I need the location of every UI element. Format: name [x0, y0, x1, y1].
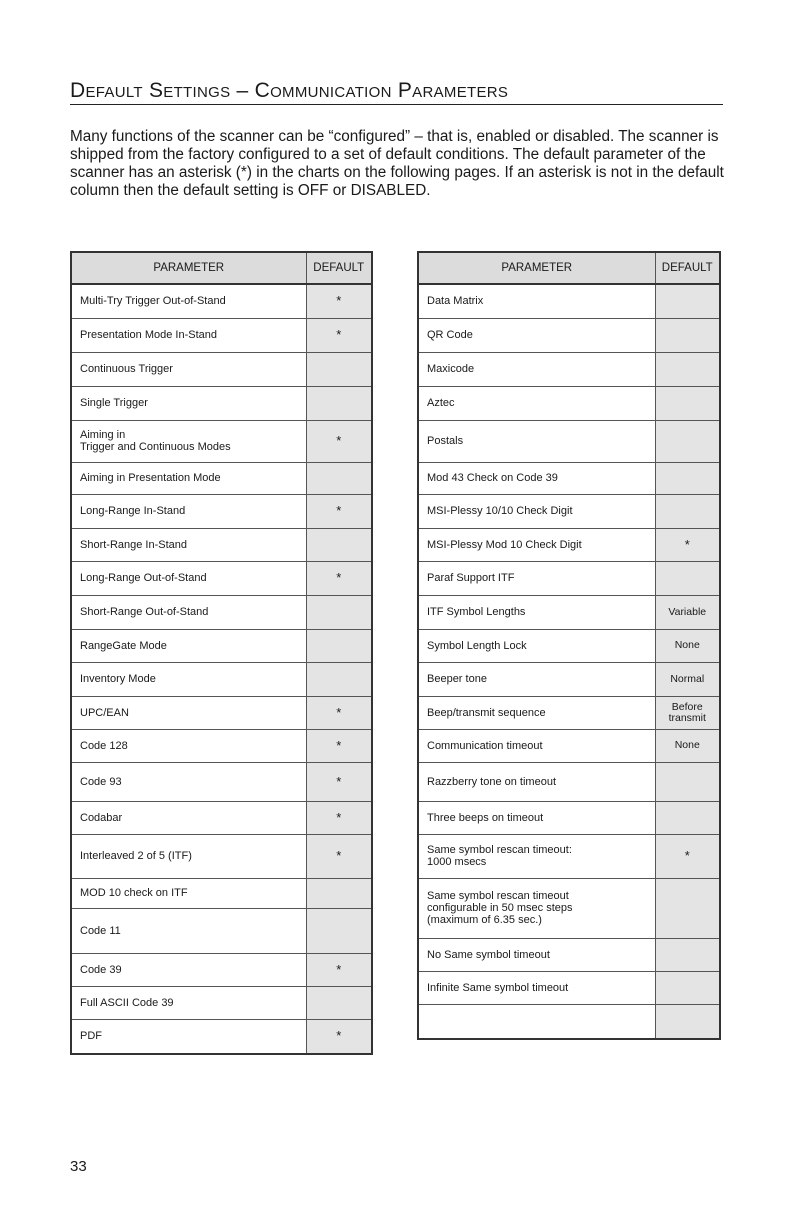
default-cell: * — [306, 561, 372, 595]
default-cell: * — [306, 696, 372, 729]
default-header: DEFAULT — [655, 252, 720, 284]
default-cell — [306, 662, 372, 696]
parameter-cell: Code 93 — [71, 762, 306, 801]
parameter-cell: QR Code — [418, 318, 655, 352]
parameter-cell: RangeGate Mode — [71, 629, 306, 662]
parameter-cell: Continuous Trigger — [71, 352, 306, 386]
table-row — [418, 629, 720, 662]
table-row — [71, 284, 372, 318]
table-row — [418, 528, 720, 561]
parameter-cell: MSI-Plessy Mod 10 Check Digit — [418, 528, 655, 561]
parameter-cell: MSI-Plessy 10/10 Check Digit — [418, 494, 655, 528]
table-row — [418, 386, 720, 420]
parameter-cell: Symbol Length Lock — [418, 629, 655, 662]
table-row — [71, 834, 372, 878]
default-cell — [655, 971, 720, 1004]
parameter-cell: ITF Symbol Lengths — [418, 595, 655, 629]
parameter-cell: Code 39 — [71, 953, 306, 986]
parameter-cell: Aiming in Presentation Mode — [71, 462, 306, 494]
default-cell — [306, 462, 372, 494]
table-row — [71, 908, 372, 953]
parameter-cell: Same symbol rescan timeout: 1000 msecs — [418, 834, 655, 878]
default-cell — [655, 938, 720, 971]
table-row — [71, 352, 372, 386]
table-row — [71, 318, 372, 352]
table-row — [418, 971, 720, 1004]
table-row — [71, 696, 372, 729]
default-cell — [306, 908, 372, 953]
parameter-cell: Aiming in Trigger and Continuous Modes — [71, 420, 306, 462]
default-cell — [655, 762, 720, 801]
parameter-cell: Three beeps on timeout — [418, 801, 655, 834]
parameter-cell: PDF — [71, 1019, 306, 1054]
table-row — [418, 762, 720, 801]
default-cell: * — [306, 284, 372, 318]
default-cell — [655, 284, 720, 318]
table-row — [418, 420, 720, 462]
intro-paragraph: Many functions of the scanner can be “configured” – that is, enabled or disabled. The scanner is shipped from the factory configured to a set of default conditions. The default parameter of the scanner has an asterisk (*) in the charts on the following pages. If an asterisk is not in the default column then the default setting is OFF or DISABLED. — [70, 128, 724, 199]
table-row — [418, 352, 720, 386]
parameter-cell: Beeper tone — [418, 662, 655, 696]
parameter-cell: UPC/EAN — [71, 696, 306, 729]
default-cell: * — [306, 834, 372, 878]
default-cell: * — [306, 1019, 372, 1054]
right-parameter-table — [417, 251, 721, 1040]
table-row — [418, 595, 720, 629]
page-title: Default Settings – Communication Parameters — [70, 80, 723, 105]
table-row — [71, 729, 372, 762]
parameter-cell: No Same symbol timeout — [418, 938, 655, 971]
parameter-cell: Presentation Mode In-Stand — [71, 318, 306, 352]
parameter-cell: Short-Range Out-of-Stand — [71, 595, 306, 629]
table-row — [71, 662, 372, 696]
table-row — [418, 561, 720, 595]
table-row — [71, 386, 372, 420]
default-cell — [655, 318, 720, 352]
parameter-cell: Interleaved 2 of 5 (ITF) — [71, 834, 306, 878]
table-row — [418, 878, 720, 938]
default-cell — [655, 1004, 720, 1039]
default-cell: * — [655, 528, 720, 561]
default-cell — [655, 352, 720, 386]
parameter-cell: Short-Range In-Stand — [71, 528, 306, 561]
default-cell: None — [655, 729, 720, 762]
table-row — [71, 595, 372, 629]
parameter-cell — [418, 1004, 655, 1039]
parameter-header: PARAMETER — [418, 252, 655, 284]
parameter-cell: Mod 43 Check on Code 39 — [418, 462, 655, 494]
default-cell — [306, 386, 372, 420]
parameter-cell: Full ASCII Code 39 — [71, 986, 306, 1019]
parameter-cell: Inventory Mode — [71, 662, 306, 696]
default-cell: Variable — [655, 595, 720, 629]
default-cell — [655, 386, 720, 420]
default-cell: * — [306, 953, 372, 986]
default-cell: * — [306, 318, 372, 352]
parameter-cell: Beep/transmit sequence — [418, 696, 655, 729]
default-cell: Before transmit — [655, 696, 720, 729]
default-cell — [306, 878, 372, 908]
table-row — [71, 462, 372, 494]
table-row — [418, 938, 720, 971]
page-number: 33 — [70, 1158, 87, 1175]
table-row — [418, 696, 720, 729]
table-row — [418, 834, 720, 878]
default-cell — [655, 462, 720, 494]
parameter-cell: Data Matrix — [418, 284, 655, 318]
default-cell: * — [306, 762, 372, 801]
default-cell — [306, 528, 372, 561]
default-cell — [655, 561, 720, 595]
parameter-cell: Single Trigger — [71, 386, 306, 420]
table-row — [71, 1019, 372, 1054]
default-cell — [306, 986, 372, 1019]
parameter-cell: Long-Range Out-of-Stand — [71, 561, 306, 595]
default-cell: Normal — [655, 662, 720, 696]
default-cell: None — [655, 629, 720, 662]
default-header: DEFAULT — [306, 252, 372, 284]
default-cell: * — [306, 729, 372, 762]
default-cell: * — [306, 494, 372, 528]
table-row — [418, 662, 720, 696]
default-cell — [655, 420, 720, 462]
table-row — [71, 528, 372, 561]
parameter-cell: Infinite Same symbol timeout — [418, 971, 655, 1004]
table-row — [418, 462, 720, 494]
default-cell: * — [306, 420, 372, 462]
table-row — [71, 420, 372, 462]
table-row — [71, 878, 372, 908]
default-cell — [655, 878, 720, 938]
parameter-cell: Postals — [418, 420, 655, 462]
table-row — [71, 494, 372, 528]
default-cell — [655, 494, 720, 528]
table-row — [418, 729, 720, 762]
table-row — [418, 801, 720, 834]
parameter-cell: MOD 10 check on ITF — [71, 878, 306, 908]
table-row — [71, 801, 372, 834]
left-parameter-table — [70, 251, 373, 1055]
parameter-cell: Code 11 — [71, 908, 306, 953]
parameter-cell: Razzberry tone on timeout — [418, 762, 655, 801]
parameter-cell: Code 128 — [71, 729, 306, 762]
table-row — [71, 762, 372, 801]
default-cell — [306, 629, 372, 662]
default-cell: * — [655, 834, 720, 878]
default-cell — [306, 352, 372, 386]
table-row — [418, 1004, 720, 1039]
parameter-cell: Maxicode — [418, 352, 655, 386]
parameter-cell: Aztec — [418, 386, 655, 420]
table-row — [418, 318, 720, 352]
parameter-cell: Multi-Try Trigger Out-of-Stand — [71, 284, 306, 318]
parameter-cell: Paraf Support ITF — [418, 561, 655, 595]
table-row — [71, 953, 372, 986]
parameter-cell: Codabar — [71, 801, 306, 834]
table-row — [71, 561, 372, 595]
parameter-cell: Same symbol rescan timeout configurable in 50 msec steps (maximum of 6.35 sec.) — [418, 878, 655, 938]
default-cell: * — [306, 801, 372, 834]
parameter-cell: Long-Range In-Stand — [71, 494, 306, 528]
table-row — [71, 629, 372, 662]
default-cell — [306, 595, 372, 629]
table-row — [418, 494, 720, 528]
table-row — [418, 284, 720, 318]
default-cell — [655, 801, 720, 834]
parameter-header: PARAMETER — [71, 252, 306, 284]
parameter-cell: Communication timeout — [418, 729, 655, 762]
table-row — [71, 986, 372, 1019]
